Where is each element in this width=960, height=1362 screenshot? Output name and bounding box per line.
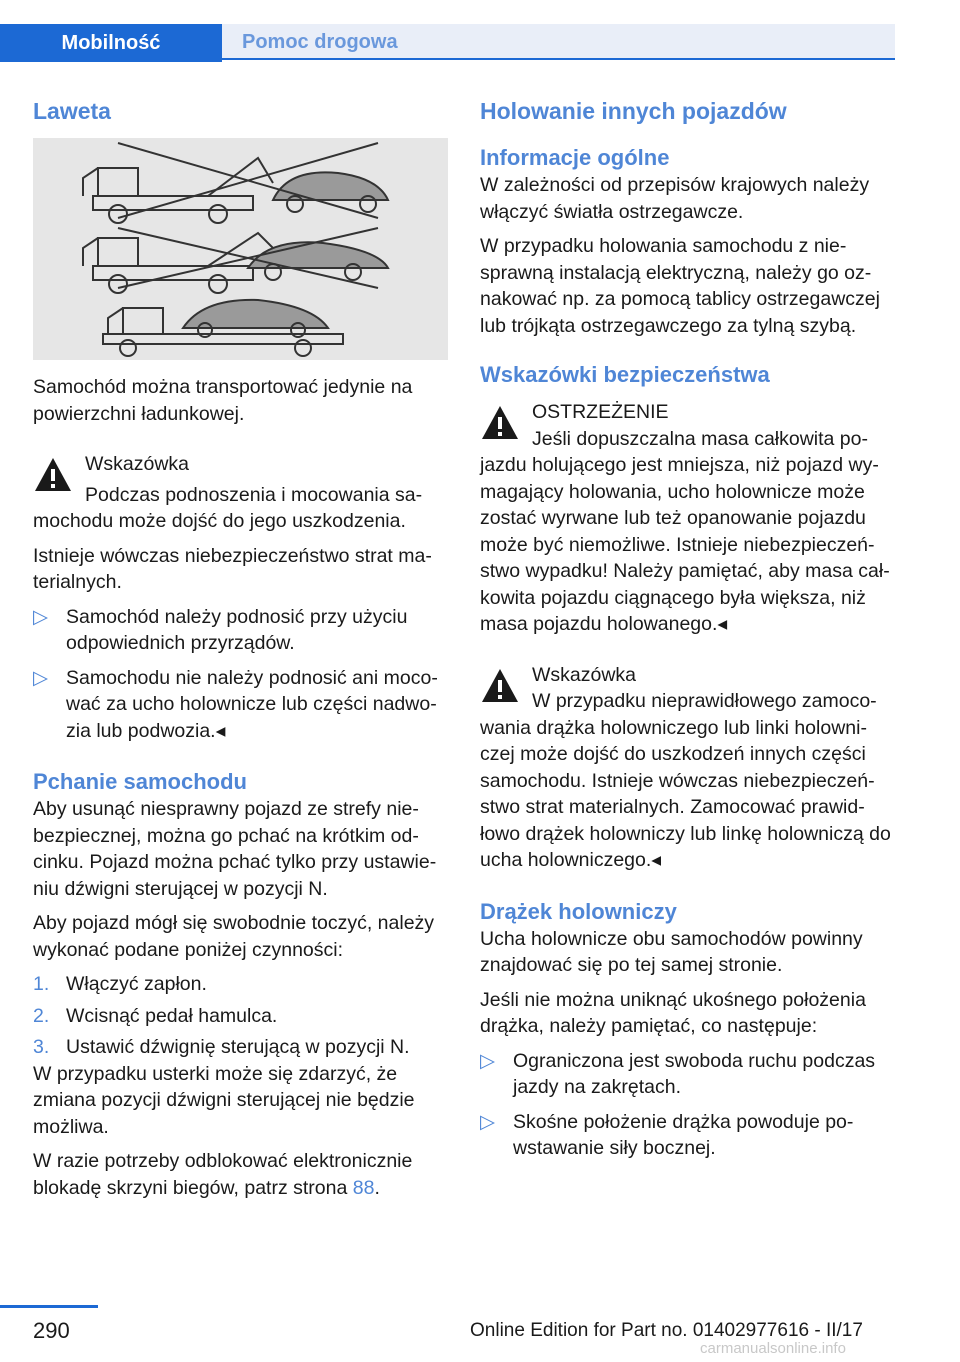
note-block-laweta xyxy=(33,451,448,482)
note-text-2: Istnieje wówczas niebezpieczeństwo strat materialnych. xyxy=(33,544,432,593)
section-title-tow-bar: Drążek holowniczy xyxy=(480,898,677,924)
left-column xyxy=(33,96,448,1201)
warning-triangle-icon xyxy=(480,403,520,443)
note-block-towing xyxy=(480,662,895,689)
section-title-push: Pchanie samochodu xyxy=(33,769,247,794)
list-item: 3. Ustawić dźwignię sterującą w pozycji N. xyxy=(33,1036,410,1058)
warning-title: OSTRZEŻENIE xyxy=(532,401,669,423)
section-title-towing: Holowanie innych pojazdów xyxy=(480,98,787,124)
general-text-1: W zależności od przepisów krajowych należy włączyć światła ostrzegawcze. xyxy=(480,174,870,223)
bullet-mark: ▷ xyxy=(33,605,48,628)
push-text-3: W przypadku usterki może się zdarzyć, że zmiana pozycji dźwigni sterującej nie będzie możliwa. xyxy=(33,1062,415,1138)
push-text-4: W razie potrzeby odblokować elektronicznie blokadę skrzyni biegów, patrz strona 88. xyxy=(33,1150,413,1199)
general-text-2: W przypadku holowania samochodu z niesprawną instalacją elektryczną, należy go oznakować np. za pomocą tablicy ostrzegawczej lub trójkąta ostrzegawczego za tylną szybą. xyxy=(480,235,880,337)
list-item: ▷ Skośne położenie drążka powoduje powstawanie siły bocznej. xyxy=(480,1110,854,1159)
footer-divider xyxy=(0,1305,98,1308)
header-tabs xyxy=(0,24,895,62)
bar-text-1: Ucha holownicze obu samochodów powinny znajdować się po tej samej stronie. xyxy=(480,927,863,976)
page-number: 290 xyxy=(33,1318,70,1343)
warning-text: Jeśli dopuszczalna masa całkowita pojazdu holującego jest mniejsza, niż pojazd wymagający holowania, ucho holownicze może zostać wyrwane lub też opanowanie pojazdu może być niemożliwe. Istnieje niebezpieczeństwo wypadku! Należy pamiętać, aby masa całkowita pojazdu ciągnącego była większa, niż masa pojazdu holowanego.◂ xyxy=(480,427,890,635)
tab-mobility[interactable]: Mobilność xyxy=(0,24,222,62)
page-link[interactable]: 88 xyxy=(352,1176,375,1199)
right-column xyxy=(480,96,895,1162)
note-title: Wskazówka xyxy=(85,453,190,475)
section-title-safety: Wskazówki bezpieczeństwa xyxy=(480,362,770,387)
list-item: 1. Włączyć zapłon. xyxy=(33,973,207,995)
push-text-1: Aby usunąć niesprawny pojazd ze strefy niebezpiecznej, można go pchać na krótkim odcinku. Pojazd można pchać tylko przy ustawieniu dźwigni sterującej w pozycji N. xyxy=(33,798,437,900)
list-item: ▷ Samochodu nie należy podnosić ani mocować za ucho holownicze lub części nadwozia lub podwozia.◂ xyxy=(33,666,438,742)
bar-text-2: Jeśli nie można uniknąć ukośnego położenia drążka, należy pamiętać, co następuje: xyxy=(480,988,866,1037)
note-title: Wskazówka xyxy=(532,663,637,686)
list-item: 2. Wcisnąć pedał hamulca. xyxy=(33,1004,278,1027)
section-title-general: Informacje ogólne xyxy=(480,145,670,170)
warning-block xyxy=(480,399,895,426)
warning-triangle-icon xyxy=(33,455,73,495)
note-text: Podczas podnoszenia i mocowania samochodu może dojść do jego uszkodzenia. xyxy=(33,483,423,532)
list-item: ▷ Samochód należy podnosić przy użyciu odpowiednich przyrządów. xyxy=(33,605,408,654)
warning-triangle-icon xyxy=(480,666,520,706)
tow-truck-drawing xyxy=(33,138,448,360)
edition-text: Online Edition for Part no. 01402977616 - II/17 xyxy=(470,1320,863,1341)
bullet-mark: ▷ xyxy=(33,666,48,689)
bullet-mark: ▷ xyxy=(480,1049,495,1072)
bullet-mark: ▷ xyxy=(480,1110,495,1133)
figure-caption: Samochód można transportować jedynie na powierzchni ładunkowej. xyxy=(33,376,413,425)
watermark: carmanualsonline.info xyxy=(700,1340,846,1357)
list-item: ▷ Ograniczona jest swoboda ruchu podczas jazdy na zakrętach. xyxy=(480,1049,876,1098)
note-text: W przypadku nieprawidłowego zamocowania drążka holowniczego lub linki holowniczej może dojść do uszkodzeń innych części samochodu. Istnieje wówczas niebezpieczeństwo strat materialnych. Zamocować prawidłowo drążek holowniczy lub linkę holowniczą do ucha holowniczego.◂ xyxy=(480,690,891,871)
tab-roadside-assistance[interactable]: Pomoc drogowa xyxy=(222,24,895,60)
tow-truck-illustration xyxy=(33,138,448,360)
push-text-2: Aby pojazd mógł się swobodnie toczyć, należy wykonać podane poniżej czynności: xyxy=(33,912,435,961)
section-title-laweta: Laweta xyxy=(33,98,111,124)
